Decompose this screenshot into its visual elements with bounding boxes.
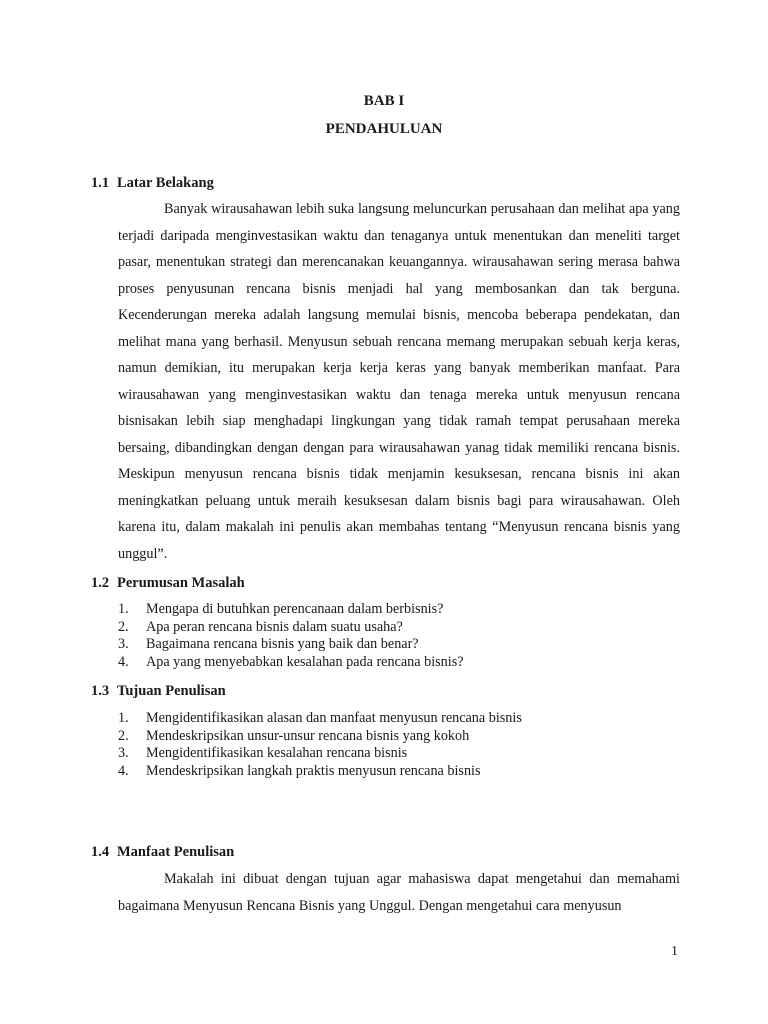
section-number: 1.3 xyxy=(91,683,110,699)
list-item xyxy=(118,654,464,672)
list-item-text: Bagaimana rencana bisnis yang baik dan benar? xyxy=(146,636,419,652)
list-item-text: Mendeskripsikan unsur-unsur rencana bisnis yang kokoh xyxy=(146,727,470,744)
list-item xyxy=(118,601,464,619)
chapter-label: BAB I xyxy=(363,93,405,109)
section-heading-latar-belakang xyxy=(91,175,214,192)
section-heading-perumusan-masalah xyxy=(91,575,245,592)
list-item-number: 1. xyxy=(118,710,129,726)
list-item-text: Apa peran rencana bisnis dalam suatu usaha? xyxy=(146,618,403,635)
list-item-text: Mengidentifikasikan kesalahan rencana bisnis xyxy=(146,745,408,761)
section-heading-manfaat-penulisan xyxy=(91,844,234,861)
section-title: Manfaat Penulisan xyxy=(117,844,235,860)
list-item-number: 3. xyxy=(118,745,129,761)
list-item xyxy=(118,710,522,728)
list-item-number: 3. xyxy=(118,636,129,652)
page-number: 1 xyxy=(671,944,678,959)
section-title: Perumusan Masalah xyxy=(117,575,245,591)
section-number: 1.1 xyxy=(91,175,110,191)
list-item-text: Mendeskripsikan langkah praktis menyusun rencana bisnis xyxy=(146,762,481,779)
list-tujuan-penulisan xyxy=(118,710,522,780)
list-perumusan-masalah xyxy=(118,601,464,671)
list-item xyxy=(118,619,464,637)
list-item-number: 4. xyxy=(118,653,129,670)
list-item-number: 2. xyxy=(118,618,129,635)
section-title: Tujuan Penulisan xyxy=(117,683,226,699)
list-item-number: 4. xyxy=(118,762,129,779)
list-item xyxy=(118,745,522,763)
list-item-number: 2. xyxy=(118,727,129,744)
paragraph-latar-belakang: Banyak wirausahawan lebih suka langsung meluncurkan perusahaan dan melihat apa yang terjadi daripada menginvestasikan waktu dan tenaganya untuk menentukan dan meneliti target pasar, menentukan strategi dan merencanakan keuangannya. wirausahawan sering merasa bahwa proses penyusunan rencana bisnis menjadi hal yang membosankan dan tak berguna. Kecenderungan mereka adalah langsung memulai bisnis, mencoba beberapa pendekatan, dan melihat mana yang berhasil. Menyusun sebuah rencana memang merupakan sebuah kerja keras, namun demikian, itu merupakan kerja kerja keras yang banyak memberikan manfaat. Para wirausahawan yang menginvestasikan waktu dan tenaga mereka untuk menyusun rencana bisnisakan lebih siap menghadapi lingkungan yang tidak ramah tempat perusahaan mereka bersaing, dibandingkan dengan dengan para wirausahawan yanag tidak memiliki rencana bisnis. Meskipun menyusun rencana bisnis tidak menjamin kesuksesan, rencana bisnis ini akan meningkatkan peluang untuk meraih kesuksesan dalam bisnis bagi para wirausahawan. Oleh karena itu, dalam makalah ini penulis akan membahas tentang “Menyusun rencana bisnis yang unggul”. xyxy=(118,201,680,562)
list-item xyxy=(118,636,464,654)
chapter-title: PENDAHULUAN xyxy=(325,121,443,137)
section-number: 1.4 xyxy=(91,844,110,860)
section-number: 1.2 xyxy=(91,575,110,591)
section-title: Latar Belakang xyxy=(117,175,214,191)
list-item xyxy=(118,728,522,746)
list-item-text: Mengidentifikasikan alasan dan manfaat menyusun rencana bisnis xyxy=(146,710,522,726)
section-heading-tujuan-penulisan xyxy=(91,683,226,700)
list-item-number: 1. xyxy=(118,601,129,617)
list-item-text: Mengapa di butuhkan perencanaan dalam berbisnis? xyxy=(146,601,444,617)
list-item xyxy=(118,763,522,781)
paragraph-manfaat-penulisan: Makalah ini dibuat dengan tujuan agar mahasiswa dapat mengetahui dan memahami bagaimana Menyusun Rencana Bisnis yang Unggul. Dengan mengetahui cara menyusun xyxy=(118,871,680,914)
list-item-text: Apa yang menyebabkan kesalahan pada rencana bisnis? xyxy=(146,653,464,670)
